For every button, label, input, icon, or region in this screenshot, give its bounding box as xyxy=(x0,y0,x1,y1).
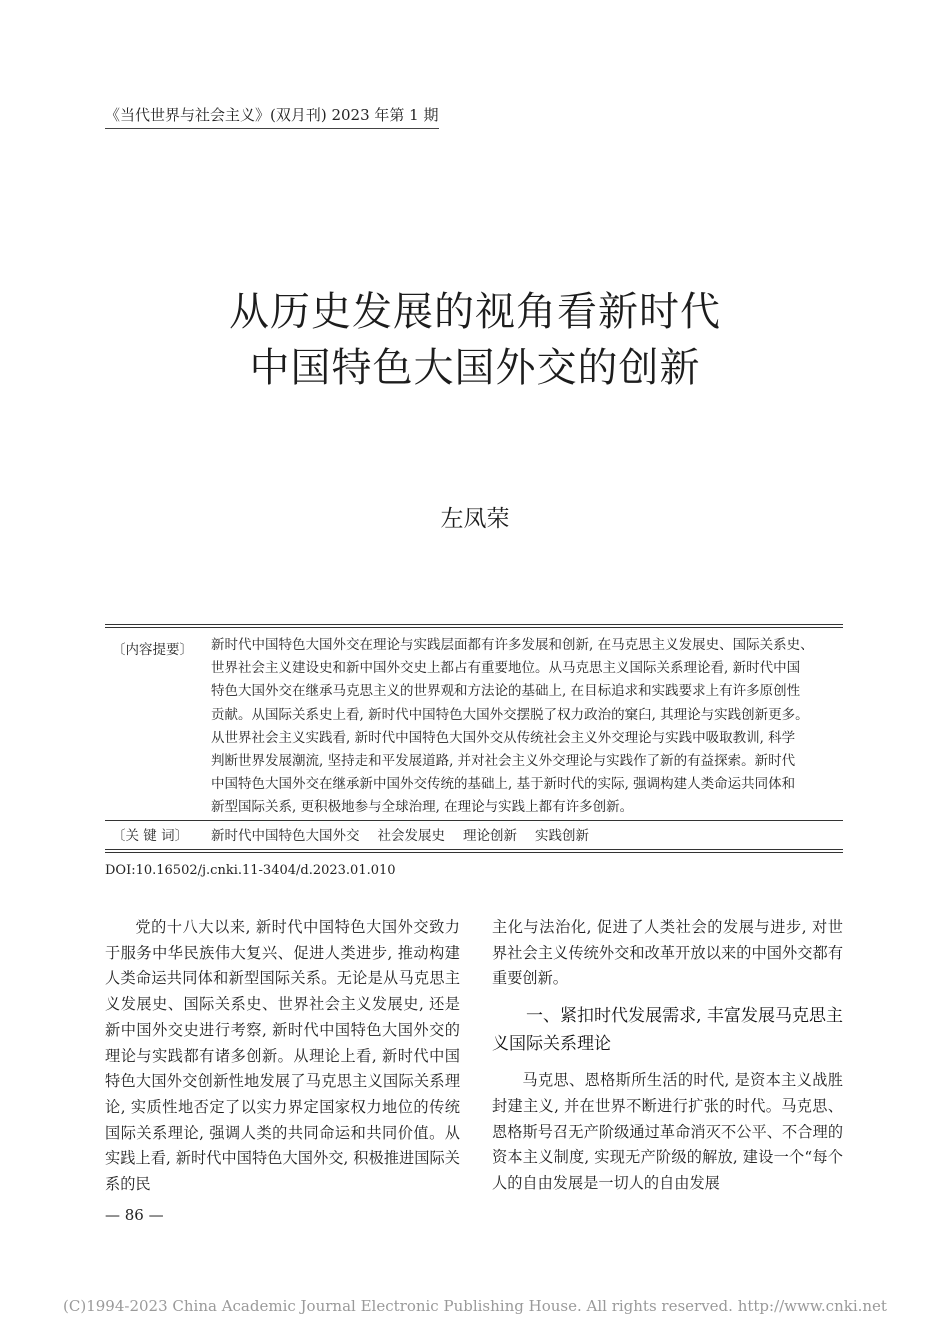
keywords-label: 〔关 键 词〕 xyxy=(112,828,189,844)
abstract-line: 中国特色大国外交在继承新中国外交传统的基础上, 基于新时代的实际, 强调构建人类命运共同体和 xyxy=(211,776,796,793)
keyword: 社会发展史 xyxy=(377,828,445,844)
abstract-top-rule xyxy=(105,624,843,628)
keyword: 理论创新 xyxy=(463,828,517,844)
keywords-bottom-rule xyxy=(105,849,843,853)
body-paragraph-continuation: 主化与法治化, 促进了人类社会的发展与进步, 对世界社会主义传统外交和改革开放以来的中国外交都有重要创新。 xyxy=(492,918,843,988)
copyright-footer: (C)1994-2023 China Academic Journal Electronic Publishing House. All rights reserved. http://www.cnki.net xyxy=(63,1297,887,1315)
section-heading: 一、紧扣时代发展需求, 丰富发展马克思主义国际关系理论 xyxy=(492,1006,843,1055)
body-paragraph: 党的十八大以来, 新时代中国特色大国外交致力于服务中华民族伟大复兴、促进人类进步, 推动构建人类命运共同体和新型国际关系。无论是从马克思主义发展史、国际关系史、世界社会主义发展史, 还是新中国外交史进行考察, 新时代中国特色大国外交的理论与实践都有诸多创新。从理论上看, 新时代中国特色大国外交创新性地发展了马克思主义国际关系理论, 实质性地否定了以实力界定国家权力地位的传统国际关系理论, 强调人类的共同命运和共同价值。从实践上看, 新时代中国特色大国外交, 积极推进国际关系的民 xyxy=(105,918,460,1194)
doi: DOI:10.16502/j.cnki.11-3404/d.2023.01.010 xyxy=(105,863,396,878)
abstract-line: 世界社会主义建设史和新中国外交史上都占有重要地位。从马克思主义国际关系理论看, 新时代中国 xyxy=(211,660,801,677)
article-title-line-2: 中国特色大国外交的创新 xyxy=(249,345,701,391)
abstract-line: 特色大国外交在继承马克思主义的世界观和方法论的基础上, 在目标追求和实践要求上有许多原创性 xyxy=(211,683,801,700)
body-right-column xyxy=(492,915,843,1197)
abstract-line: 贡献。从国际关系史上看, 新时代中国特色大国外交摆脱了权力政治的窠臼, 其理论与实践创新更多。 xyxy=(211,706,809,723)
keyword: 新时代中国特色大国外交 xyxy=(211,828,360,844)
abstract-body xyxy=(211,634,845,820)
author-name: 左凤荣 xyxy=(440,506,510,532)
abstract-line: 新型国际关系, 更积极地参与全球治理, 在理论与实践上都有许多创新。 xyxy=(211,799,634,816)
abstract-line: 新时代中国特色大国外交在理论与实践层面都有许多发展和创新, 在马克思主义发展史、国际关系史、 xyxy=(211,637,814,653)
keywords-list xyxy=(211,824,607,844)
abstract-line: 判断世界发展潮流, 坚持走和平发展道路, 并对社会主义外交理论与实践作了新的有益探索。新时代 xyxy=(211,753,796,770)
body-paragraph: 马克思、恩格斯所生活的时代, 是资本主义战胜封建主义, 并在世界不断进行扩张的时代。马克思、恩格斯号召无产阶级通过革命消灭不公平、不合理的资本主义制度, 实现无产阶级的解放, 建设一个“每个人的自由发展是一切人的自由发展 xyxy=(492,1071,843,1192)
journal-header: 《当代世界与社会主义》(双月刊) 2023 年第 1 期 xyxy=(105,104,439,129)
abstract-line: 从世界社会主义实践看, 新时代中国特色大国外交从传统社会主义外交理论与实践中吸取教训, 科学 xyxy=(211,729,796,746)
article-title-line-1: 从历史发展的视角看新时代 xyxy=(229,289,721,335)
page-number: — 86 — xyxy=(105,1206,164,1224)
body-left-column xyxy=(105,915,460,1198)
keyword: 实践创新 xyxy=(535,828,589,844)
keywords-top-rule xyxy=(105,820,843,821)
abstract-label: 〔内容提要〕 xyxy=(112,642,193,658)
